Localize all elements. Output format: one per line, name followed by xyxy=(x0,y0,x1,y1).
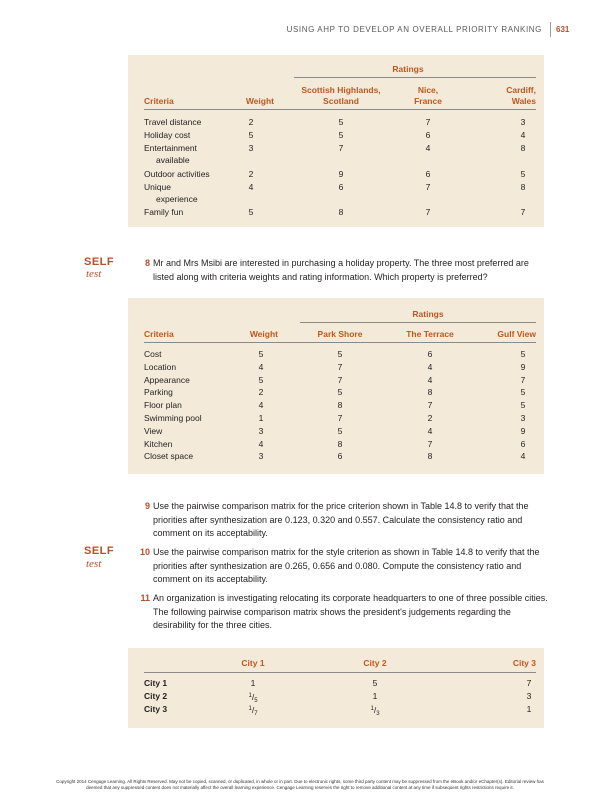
header-divider xyxy=(550,22,551,37)
table1-rating: 5 xyxy=(338,117,344,127)
table3-cell: 7 xyxy=(526,678,532,688)
table1-header-rule xyxy=(144,109,536,110)
table1-col-b-line2: France xyxy=(414,96,442,106)
table1-weight: 2 xyxy=(248,168,254,179)
table1-col-d-line2: Wales xyxy=(511,96,536,106)
table2-criterion: Closet space xyxy=(144,451,194,462)
table2-rating: 4 xyxy=(520,451,526,462)
table1-criterion: Entertainment xyxy=(144,143,197,153)
question-10-number: 10 xyxy=(139,547,150,557)
table2-rating: 2 xyxy=(427,413,433,423)
running-header xyxy=(0,22,600,42)
table1-rating: 6 xyxy=(338,181,344,192)
table3-row-label: City 1 xyxy=(144,678,168,688)
table2-criterion: Floor plan xyxy=(144,400,182,411)
table1-weight: 3 xyxy=(248,143,254,153)
question-10-text: Use the pairwise comparison matrix for the style criterion as shown in Table 14.8 to verify that the priorities after synthesization are 0.265, 0.656 and 0.080. Compute the consistency ratio and comment on its acceptability. xyxy=(153,547,540,584)
table2-weight: 3 xyxy=(258,451,264,462)
table2-header-rule xyxy=(144,342,536,343)
table1-rating: 7 xyxy=(425,117,431,127)
table1-rating: 7 xyxy=(425,181,431,192)
question-8-number: 8 xyxy=(144,258,150,268)
table2-weight: 5 xyxy=(258,349,264,359)
table2-rating: 5 xyxy=(520,387,526,398)
table3-cell-fraction: $^1/_3$ xyxy=(370,705,380,717)
table-holiday-destinations xyxy=(128,55,544,227)
table2-weight: 5 xyxy=(258,374,264,385)
table2-rating: 6 xyxy=(427,349,433,359)
table2-rating: 8 xyxy=(427,451,433,462)
table1-weight: 4 xyxy=(248,181,254,192)
table1-ratings-rule xyxy=(294,77,536,78)
table2-col-weight: Weight xyxy=(249,329,278,339)
table3-cell: 1 xyxy=(372,691,378,701)
table3-cell-fraction: $^1/_7$ xyxy=(248,705,258,717)
table1-rating: 6 xyxy=(425,130,431,140)
table2-rating: 7 xyxy=(337,413,343,423)
table1-rating: 7 xyxy=(425,207,431,217)
table2-criterion: Parking xyxy=(144,387,173,398)
table3-cell: 1 xyxy=(250,678,256,688)
table1-criterion-cont: experience xyxy=(156,193,198,204)
table2-weight: 4 xyxy=(258,400,264,411)
table2-rating: 8 xyxy=(427,387,433,398)
table1-rating: 8 xyxy=(520,143,526,153)
table2-criterion: View xyxy=(144,425,163,436)
self-test-sub-10: test xyxy=(86,558,102,570)
table3-col-city2: City 2 xyxy=(363,658,387,668)
table1-rating: 4 xyxy=(425,143,431,153)
table2-criterion: Location xyxy=(144,361,177,372)
table3-col-city3: City 3 xyxy=(512,658,536,668)
table2-col-gulf-view: Gulf View xyxy=(497,329,536,339)
table1-rating: 9 xyxy=(338,168,344,179)
table1-rating: 7 xyxy=(338,143,344,153)
table2-rating: 5 xyxy=(520,400,526,411)
table2-rating: 6 xyxy=(337,451,343,462)
table1-weight: 2 xyxy=(248,117,254,127)
table2-col-terrace: The Terrace xyxy=(406,329,454,339)
table2-rating: 7 xyxy=(337,374,343,385)
table3-row-label: City 3 xyxy=(144,704,168,714)
table1-criterion: Family fun xyxy=(144,207,184,217)
table1-col-a-line1: Scottish Highlands, xyxy=(301,85,381,95)
table2-weight: 3 xyxy=(258,425,264,436)
table3-cell: 1 xyxy=(526,704,532,714)
table1-rating: 7 xyxy=(520,207,526,217)
table1-criterion: Unique xyxy=(144,181,171,192)
table2-weight: 4 xyxy=(258,438,264,449)
table1-rating: 8 xyxy=(520,181,526,192)
table2-rating: 7 xyxy=(520,374,526,385)
table3-row-label: City 2 xyxy=(144,691,168,701)
table2-rating: 7 xyxy=(337,361,343,372)
table2-weight: 2 xyxy=(258,387,264,398)
table2-rating: 7 xyxy=(427,438,433,449)
running-title: USING AHP TO DEVELOP AN OVERALL PRIORITY RANKING xyxy=(286,25,542,34)
table3-cell-fraction: $^1/_5$ xyxy=(248,692,258,704)
table2-criterion: Swimming pool xyxy=(144,413,202,423)
table3-cell: 5 xyxy=(372,678,378,688)
footer-line-2: deemed that any suppressed content does not materially affect the overall learning experience. Cengage Learning reserves the right to remove additional content at any time if subsequent rights restrictions require it. xyxy=(86,785,514,790)
self-test-sub-8: test xyxy=(86,268,102,280)
table1-criterion: Outdoor activities xyxy=(144,168,210,179)
table1-col-b-line1: Nice, xyxy=(417,85,439,95)
table3-cell: 3 xyxy=(526,691,532,701)
table2-col-criteria: Criteria xyxy=(144,329,174,339)
table1-rating: 5 xyxy=(520,168,526,179)
table1-ratings-label: Ratings xyxy=(392,64,424,74)
table1-rating: 8 xyxy=(338,207,344,217)
table2-weight: 4 xyxy=(258,361,264,372)
table1-weight: 5 xyxy=(248,130,254,140)
table2-col-park-shore: Park Shore xyxy=(317,329,363,339)
table2-rating: 3 xyxy=(520,413,526,423)
table1-weight: 5 xyxy=(248,207,254,217)
table1-col-weight: Weight xyxy=(245,96,274,106)
table2-rating: 4 xyxy=(427,361,433,372)
table1-rating: 5 xyxy=(338,130,344,140)
table2-criterion: Kitchen xyxy=(144,438,173,449)
table1-rating: 3 xyxy=(520,117,526,127)
table3-col-city1: City 1 xyxy=(241,658,265,668)
table2-ratings-label: Ratings xyxy=(412,309,444,319)
table2-rating: 4 xyxy=(427,374,433,385)
table1-col-criteria: Criteria xyxy=(144,96,174,106)
table-pairwise-cities xyxy=(128,648,544,728)
table2-rating: 9 xyxy=(520,361,526,372)
table1-col-d-line1: Cardiff, xyxy=(506,85,536,95)
table2-rating: 5 xyxy=(337,425,343,436)
table2-rating: 8 xyxy=(337,438,343,449)
question-11-text: An organization is investigating relocating its corporate headquarters to one of three possible cities. The following pairwise comparison matrix shows the president's judgements regarding the desirability for the three cities. xyxy=(153,593,548,630)
table2-weight: 1 xyxy=(258,413,264,423)
table1-rating: 6 xyxy=(425,168,431,179)
table2-rating: 4 xyxy=(427,425,433,436)
table2-rating: 5 xyxy=(337,349,343,359)
question-9-text: Use the pairwise comparison matrix for the price criterion shown in Table 14.8 to verify that the priorities after synthesization are 0.123, 0.320 and 0.557. Calculate the consistency ratio and comment on its acceptability. xyxy=(153,501,529,538)
page-number: 631 xyxy=(556,25,570,34)
table2-rating: 8 xyxy=(337,400,343,411)
table2-rating: 7 xyxy=(427,400,433,411)
self-test-label-8: SELF xyxy=(84,256,115,268)
table1-criterion: Travel distance xyxy=(144,117,202,127)
table3-header-rule xyxy=(144,672,536,673)
table2-rating: 5 xyxy=(337,387,343,398)
footer-line-1: Copyright 2014 Cengage Learning. All Rights Reserved. May not be copied, scanned, or duplicated, in whole or in part. Due to electronic rights, some third party content may be suppressed from the eBook and/or eChapter(s). Editorial review has xyxy=(56,779,544,784)
self-test-label-10: SELF xyxy=(84,545,115,557)
table1-criterion-cont: available xyxy=(156,155,190,165)
table2-criterion: Cost xyxy=(144,349,162,359)
table2-rating: 9 xyxy=(520,425,526,436)
question-8-text: Mr and Mrs Msibi are interested in purchasing a holiday property. The three most preferred are listed along with criteria weights and rating information. Which property is preferred? xyxy=(153,258,529,282)
table2-rating: 5 xyxy=(520,349,526,359)
question-9-number: 9 xyxy=(144,501,150,511)
table-holiday-properties xyxy=(128,298,544,474)
table1-col-a-line2: Scotland xyxy=(323,96,359,106)
table1-criterion: Holiday cost xyxy=(144,130,191,140)
question-11-number: 11 xyxy=(140,593,150,603)
table2-ratings-rule xyxy=(300,322,536,323)
copyright-footer xyxy=(30,779,570,791)
table2-rating: 6 xyxy=(520,438,526,449)
table1-rating: 4 xyxy=(520,130,526,140)
table2-criterion: Appearance xyxy=(144,374,190,385)
